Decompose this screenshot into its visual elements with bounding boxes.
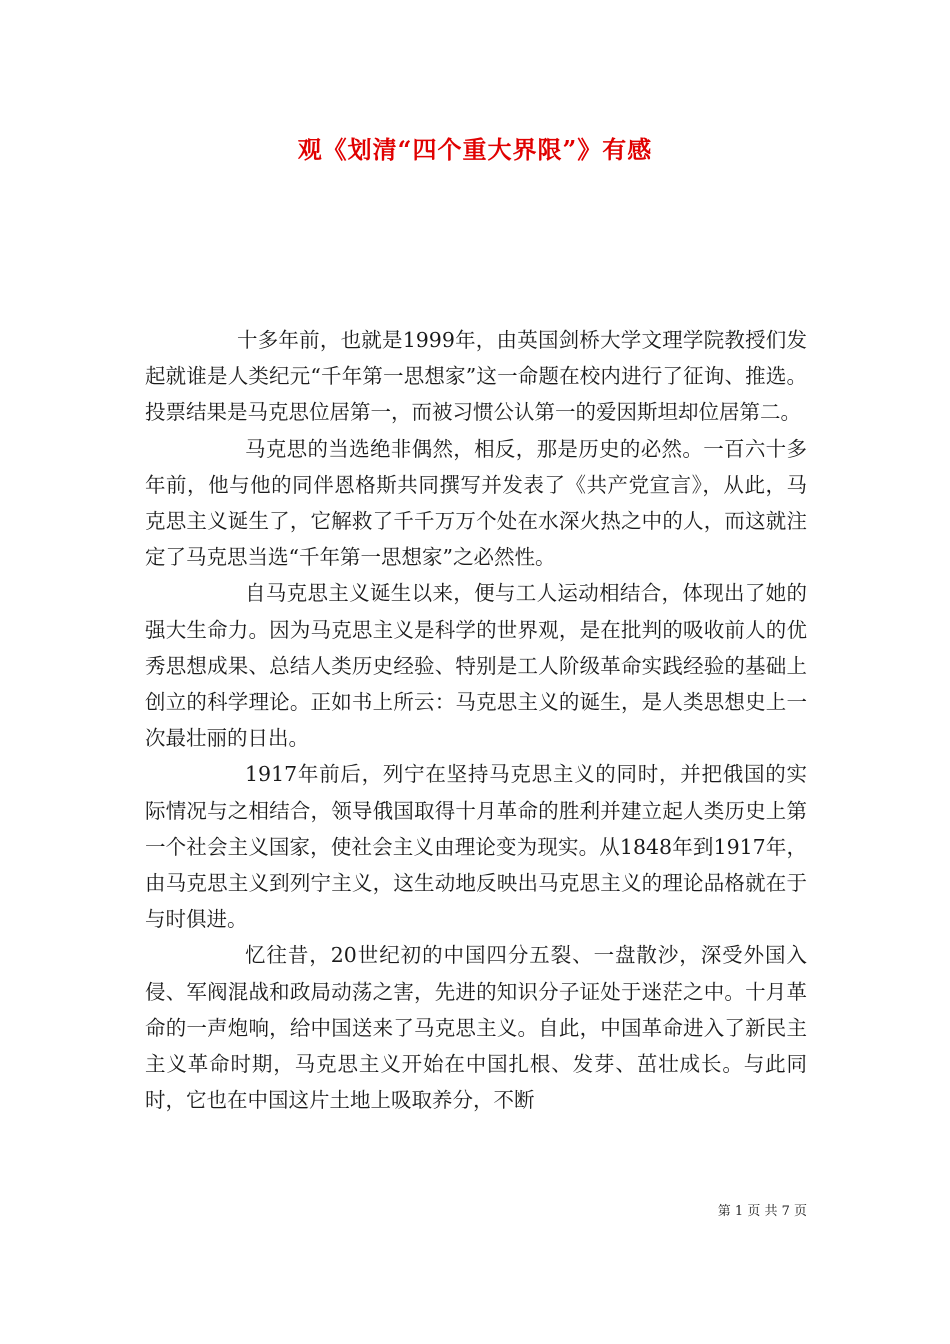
paragraph-1: 十多年前，也就是1999年，由英国剑桥大学文理学院教授们发起就谁是人类纪元“千年第一思想家”这一命题在校内进行了征询、推选。投票结果是马克思位居第一，而被习惯公认第一的爱因斯坦却位居第二。: [145, 328, 807, 425]
paragraph-5: 忆往昔，20世纪初的中国四分五裂、一盘散沙，深受外国入侵、军阀混战和政局动荡之害，先进的知识分子证处于迷茫之中。十月革命的一声炮响，给中国送来了马克思主义。自此，中国革命进入了新民主主义革命时期，马克思主义开始在中国扎根、发芽、茁壮成长。与此同时，它也在中国这片土地上吸取养分，不断: [145, 943, 807, 1113]
page-title: 观《划清“四个重大界限”》有感: [297, 135, 653, 164]
page-number: 第 1 页 共 7 页: [717, 1204, 807, 1219]
paragraph-3: 自马克思主义诞生以来，便与工人运动相结合，体现出了她的强大生命力。因为马克思主义是科学的世界观，是在批判的吸收前人的优秀思想成果、总结人类历史经验、特别是工人阶级革命实践经验的基础上创立的科学理论。正如书上所云：马克思主义的诞生，是人类思想史上一次最壮丽的日出。: [145, 581, 807, 751]
paragraph-2: 马克思的当选绝非偶然，相反，那是历史的必然。一百六十多年前，他与他的同伴恩格斯共同撰写并发表了《共产党宣言》，从此，马克思主义诞生了，它解救了千千万万个处在水深火热之中的人，而这就注定了马克思当选“千年第一思想家”之必然性。: [145, 436, 807, 570]
article-body: [145, 322, 807, 1118]
paragraph-4: 1917年前后，列宁在坚持马克思主义的同时，并把俄国的实际情况与之相结合，领导俄国取得十月革命的胜利并建立起人类历史上第一个社会主义国家，使社会主义由理论变为现实。从1848年到1917年，由马克思主义到列宁主义，这生动地反映出马克思主义的理论品格就在于与时俱进。: [145, 762, 807, 932]
